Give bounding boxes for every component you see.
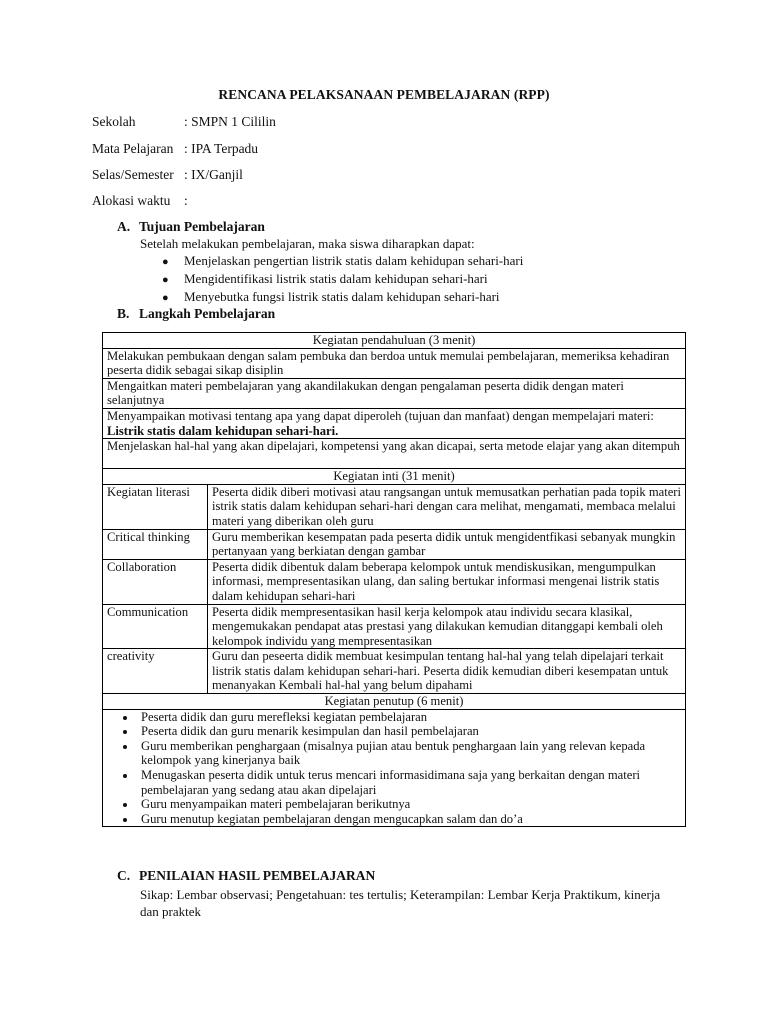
closing-activity-item: • Guru menyampaikan materi pembelajaran berikutnya	[137, 797, 681, 812]
objective-item	[162, 271, 488, 287]
objective-item	[162, 253, 523, 269]
meta-label: Mata Pelajaran	[92, 141, 174, 156]
meta-subject	[92, 141, 258, 157]
core-activity-text: Peserta didik mempresentasikan hasil kerja kelompok atau individu secara klasikal, mengemukakan pendapat atas prestasi yang dilakukan kemudian ditanggapi kembali oleh kelompok individu yang mempresentasikan	[208, 604, 686, 649]
section-letter: C.	[117, 868, 131, 883]
closing-activity-item: • Peserta didik dan guru menarik kesimpulan dan hasil pembelajaran	[137, 724, 681, 739]
closing-activity-item: • Guru menutup kegiatan pembelajaran dengan mengucapkan salam dan do’a	[137, 812, 681, 827]
closing-activity-item: • Menugaskan peserta didik untuk terus mencari informasidimana saja yang berkaitan dengan materi pembelajaran yang sedang atau akan dipelajari	[137, 768, 681, 797]
assessment-text: Sikap: Lembar observasi; Pengetahuan: tes tertulis; Keterampilan: Lembar Kerja Praktikum, kinerja dan praktek	[140, 887, 661, 919]
bullet-icon: ●	[162, 256, 169, 268]
topic-bold: Listrik statis dalam kehidupan sehari-hari.	[107, 423, 339, 438]
meta-school	[92, 114, 276, 130]
core-activity-row	[103, 484, 686, 529]
meta-value: : IPA Terpadu	[184, 141, 259, 156]
objective-text: Mengidentifikasi listrik statis dalam kehidupan sehari-hari	[184, 271, 488, 286]
core-activity-label: creativity	[103, 649, 208, 694]
meta-label: Alokasi waktu	[92, 193, 171, 208]
opening-activity-row: Melakukan pembukaan dengan salam pembuka dan berdoa untuk memulai pembelajaran, memeriksa kehadiran peserta didik sebagai sikap disiplin	[103, 348, 686, 378]
opening-activity-row: Mengaitkan materi pembelajaran yang akandilakukan dengan pengalaman peserta didik dengan materi selanjutnya	[103, 378, 686, 408]
core-activity-header: Kegiatan inti (31 menit)	[103, 469, 686, 485]
core-activity-row	[103, 649, 686, 694]
closing-activity-cell	[103, 709, 686, 827]
section-title: PENILAIAN HASIL PEMBELAJARAN	[139, 868, 376, 883]
motivation-text: Menyampaikan motivasi tentang apa yang dapat diperoleh (tujuan dan manfaat) dengan mempelajari materi:	[107, 408, 654, 423]
opening-activity-row	[103, 408, 686, 438]
objective-text: Menjelaskan pengertian listrik statis dalam kehidupan sehari-hari	[184, 253, 524, 268]
core-activity-row	[103, 604, 686, 649]
meta-label: Selas/Semester	[92, 167, 174, 182]
section-title: Tujuan Pembelajaran	[139, 219, 265, 234]
opening-activity-row: Menjelaskan hal-hal yang akan dipelajari, kompetensi yang akan dicapai, serta metode elajar yang akan ditempuh	[103, 439, 686, 469]
core-activity-label: Critical thinking	[103, 529, 208, 559]
core-activity-row	[103, 529, 686, 559]
section-a-heading	[117, 219, 265, 235]
section-c-heading	[117, 868, 375, 884]
objective-item	[162, 289, 500, 305]
meta-value: :	[184, 193, 188, 208]
core-activity-text: Guru memberikan kesempatan pada peserta didik untuk mengidentfikasi sebanyak mungkin pertanyaan yang berkiatan dengan gambar	[208, 529, 686, 559]
meta-time-allocation	[92, 193, 188, 209]
learning-steps-table	[102, 332, 686, 827]
document-title: RENCANA PELAKSANAAN PEMBELAJARAN (RPP)	[218, 87, 550, 102]
closing-activity-item: • Peserta didik dan guru merefleksi kegiatan pembelajaran	[137, 710, 681, 725]
closing-activity-list	[107, 710, 681, 827]
bullet-icon: ●	[162, 274, 169, 286]
meta-class-semester	[92, 167, 243, 183]
section-title: Langkah Pembelajaran	[139, 306, 276, 321]
meta-value: : IX/Ganjil	[184, 167, 243, 182]
section-letter: B.	[117, 306, 130, 321]
core-activity-text: Peserta didik diberi motivasi atau rangsangan untuk memusatkan perhatian pada topik materi istrik statis dalam kehidupan sehari-hari dengan cara melihat, mengamati, membaca melalui materi yang diberikan oleh guru	[208, 484, 686, 529]
section-letter: A.	[117, 219, 131, 234]
closing-activity-item: • Guru memberikan penghargaan (misalnya pujian atau bentuk penghargaan lain yang relevan kepada kelompok yang kinerjanya baik	[137, 739, 681, 768]
core-activity-text: Peserta didik dibentuk dalam beberapa kelompok untuk mendiskusikan, mengumpulkan informasi, mempresentasikan ulang, dan saling bertukar informasi mengenai listrik statis dalam kehidupan sehari-hari	[208, 559, 686, 604]
core-activity-row	[103, 559, 686, 604]
objective-text: Menyebutka fungsi listrik statis dalam kehidupan sehari-hari	[184, 289, 500, 304]
meta-value: : SMPN 1 Cililin	[184, 114, 276, 129]
opening-activity-header: Kegiatan pendahuluan (3 menit)	[103, 333, 686, 349]
core-activity-label: Communication	[103, 604, 208, 649]
bullet-icon: ●	[162, 292, 169, 304]
core-activity-label: Collaboration	[103, 559, 208, 604]
core-activity-label: Kegiatan literasi	[103, 484, 208, 529]
section-b-heading	[117, 306, 275, 322]
objectives-intro: Setelah melakukan pembelajaran, maka siswa diharapkan dapat:	[140, 236, 475, 251]
closing-activity-header: Kegiatan penutup (6 menit)	[103, 694, 686, 710]
core-activity-text: Guru dan peseerta didik membuat kesimpulan tentang hal-hal yang telah dipelajari terkait listrik statis dalam kehidupan sehari-hari. Peserta didik kemudian diberi kesempatan untuk menanyakan Kembali hal-hal yang belum dipahami	[208, 649, 686, 694]
meta-label: Sekolah	[92, 114, 136, 129]
